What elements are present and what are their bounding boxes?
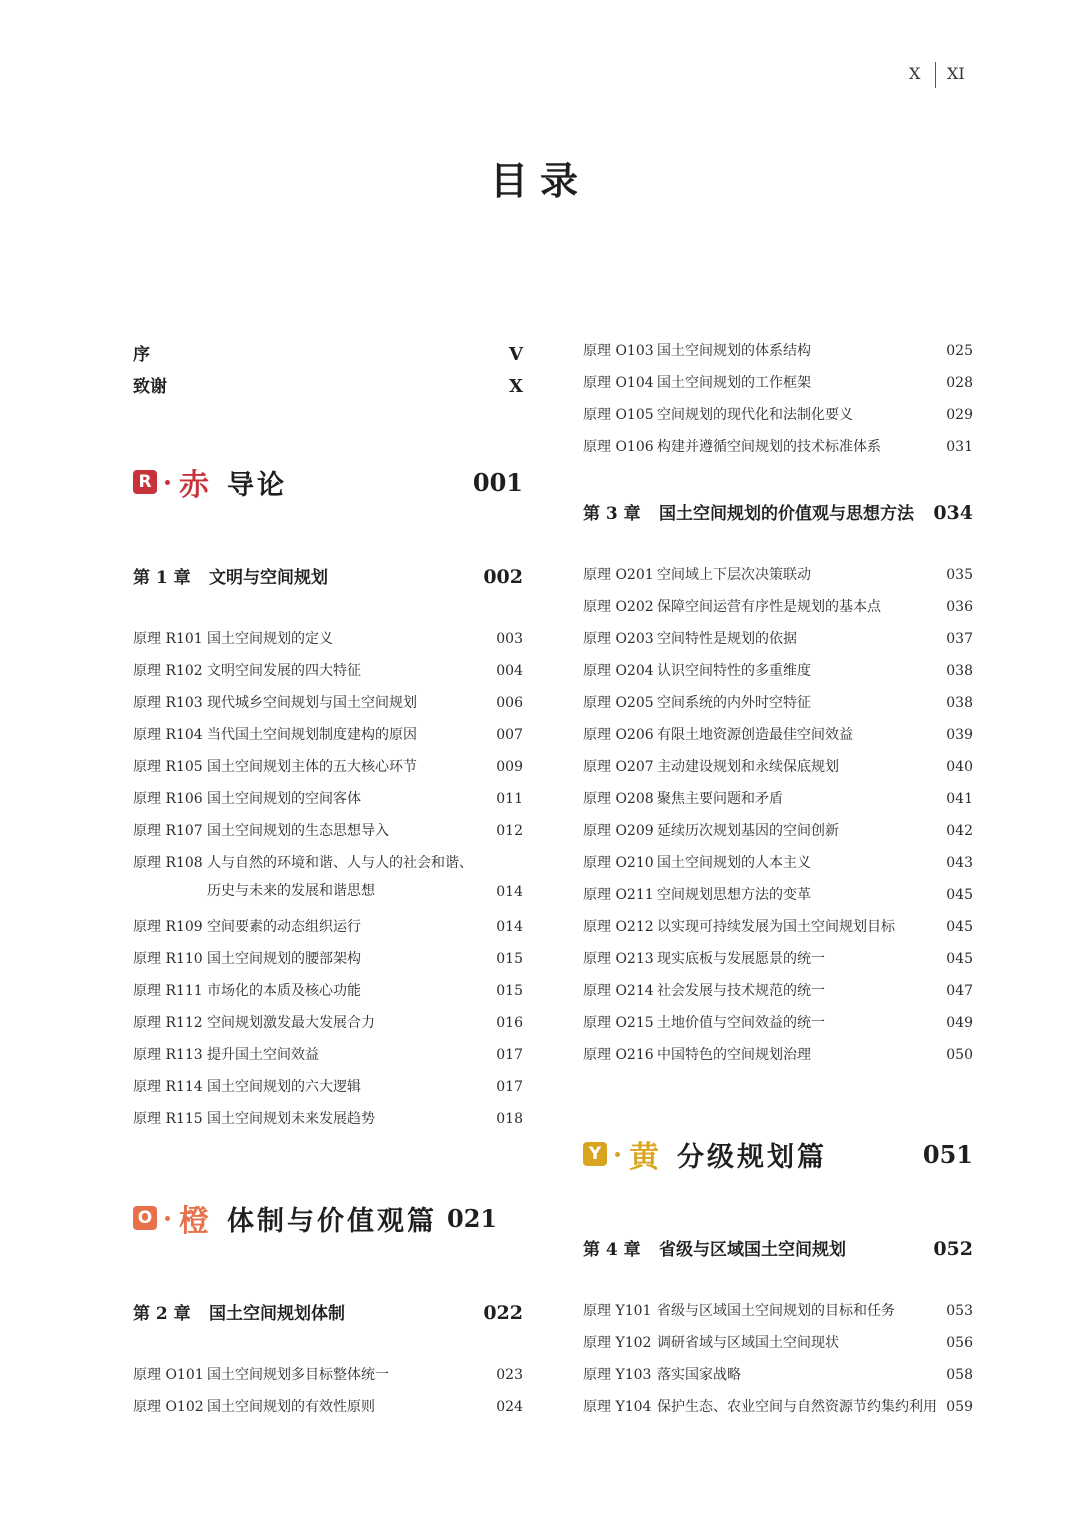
toc-entry[interactable] [133, 788, 523, 808]
entry-code: 原理 O201 [583, 567, 654, 583]
entry-page: 029 [946, 407, 973, 423]
entry-title: 空间域上下层次决策联动 [657, 567, 811, 583]
entry-page: 040 [946, 759, 973, 775]
toc-entry[interactable] [583, 1364, 973, 1384]
toc-entry[interactable] [583, 1396, 973, 1416]
entry-title: 现实底板与发展愿景的统一 [657, 951, 825, 967]
entry-title: 空间规划思想方法的变革 [657, 887, 811, 903]
toc-entry[interactable] [583, 596, 973, 616]
chapter-number: 第 4 章 [583, 1240, 641, 1260]
part-glyph: 黄 [629, 1140, 659, 1175]
entry-code: 原理 Y102 [583, 1335, 652, 1351]
entry-title: 土地价值与空间效益的统一 [657, 1015, 825, 1031]
entry-title: 空间规划激发最大发展合力 [207, 1015, 375, 1031]
entry-page: 045 [946, 951, 973, 967]
part-heading-r[interactable] [133, 460, 523, 504]
toc-left-column [133, 0, 523, 1522]
toc-entry[interactable] [583, 372, 973, 392]
toc-entry[interactable] [133, 916, 523, 936]
entry-title: 聚焦主要问题和矛盾 [657, 791, 783, 807]
entry-title: 主动建设规划和永续保底规划 [657, 759, 839, 775]
entry-title: 国土空间规划的有效性原则 [207, 1399, 375, 1415]
toc-entry[interactable] [583, 916, 973, 936]
entry-code: 原理 O205 [583, 695, 654, 711]
part-page: 051 [922, 1139, 973, 1169]
entry-code: 原理 O214 [583, 983, 654, 999]
chapter-number: 第 3 章 [583, 504, 641, 524]
entry-title: 社会发展与技术规范的统一 [657, 983, 825, 999]
entry-code: 原理 O203 [583, 631, 654, 647]
entry-code: 原理 O103 [583, 343, 654, 359]
part-heading-y[interactable] [583, 1132, 973, 1176]
entry-page: 017 [496, 1079, 523, 1095]
toc-entry[interactable] [133, 692, 523, 712]
toc-entry[interactable] [583, 820, 973, 840]
entry-title: 省级与区域国土空间规划的目标和任务 [657, 1303, 895, 1319]
toc-entry[interactable] [583, 1300, 973, 1320]
entry-code: 原理 O104 [583, 375, 654, 391]
toc-entry[interactable] [583, 852, 973, 872]
entry-code: 原理 R107 [133, 823, 203, 839]
dot-icon [615, 1152, 620, 1157]
toc-entry[interactable] [133, 980, 523, 1000]
entry-page: 017 [496, 1047, 523, 1063]
entry-page: 053 [946, 1303, 973, 1319]
entry-code: 原理 R113 [133, 1047, 203, 1063]
entry-page: 015 [496, 983, 523, 999]
entry-title: 国土空间规划的空间客体 [207, 791, 361, 807]
chapter-page: 052 [933, 1238, 973, 1260]
toc-entry[interactable] [133, 948, 523, 968]
entry-page: 047 [946, 983, 973, 999]
entry-page: 036 [946, 599, 973, 615]
chapter-number: 第 1 章 [133, 568, 191, 588]
toc-entry[interactable] [583, 948, 973, 968]
toc-entry[interactable] [133, 820, 523, 840]
entry-title: 人与自然的环境和谐、人与人的社会和谐、 [207, 855, 473, 871]
entry-title: 保障空间运营有序性是规划的基本点 [657, 599, 881, 615]
part-page: 021 [447, 1203, 498, 1233]
entry-title-continued: 历史与未来的发展和谐思想 [207, 883, 375, 899]
entry-code: 原理 O215 [583, 1015, 654, 1031]
entry-page: 043 [946, 855, 973, 871]
toc-entry[interactable] [133, 1044, 523, 1064]
toc-entry[interactable] [583, 404, 973, 424]
entry-code: 原理 O204 [583, 663, 654, 679]
entry-page: V [509, 344, 523, 365]
entry-code: 原理 R109 [133, 919, 203, 935]
entry-title: 国土空间规划未来发展趋势 [207, 1111, 375, 1127]
entry-title: 保护生态、农业空间与自然资源节约集约利用 [657, 1399, 937, 1415]
entry-title: 国土空间规划的六大逻辑 [207, 1079, 361, 1095]
toc-entry[interactable] [583, 756, 973, 776]
toc-entry[interactable] [133, 1108, 523, 1128]
entry-title: 以实现可持续发展为国土空间规划目标 [657, 919, 895, 935]
entry-code: 原理 R108 [133, 855, 203, 871]
toc-entry[interactable] [133, 660, 523, 680]
chapter-page: 002 [483, 566, 523, 588]
entry-page: 045 [946, 919, 973, 935]
toc-entry[interactable] [583, 1332, 973, 1352]
entry-code: 原理 O208 [583, 791, 654, 807]
toc-entry-preface[interactable] [133, 340, 523, 365]
entry-page: 014 [496, 919, 523, 935]
entry-title: 有限土地资源创造最佳空间效益 [657, 727, 853, 743]
entry-title: 空间要素的动态组织运行 [207, 919, 361, 935]
entry-page: 009 [496, 759, 523, 775]
part-badge: Y [583, 1142, 607, 1166]
entry-page: 006 [496, 695, 523, 711]
entry-title: 中国特色的空间规划治理 [657, 1047, 811, 1063]
entry-code: 原理 R110 [133, 951, 203, 967]
entry-page: 018 [496, 1111, 523, 1127]
entry-title: 国土空间规划的腰部架构 [207, 951, 361, 967]
toc-entry[interactable] [133, 756, 523, 776]
entry-code: 原理 O216 [583, 1047, 654, 1063]
entry-page: 031 [946, 439, 973, 455]
dot-icon [165, 1216, 170, 1221]
entry-page: 014 [496, 884, 523, 900]
entry-title: 落实国家战略 [657, 1367, 741, 1383]
entry-title: 国土空间规划多目标整体统一 [207, 1367, 389, 1383]
entry-title: 序 [133, 345, 150, 365]
entry-code: 原理 Y104 [583, 1399, 652, 1415]
entry-page: 041 [946, 791, 973, 807]
entry-code: 原理 O102 [133, 1399, 204, 1415]
entry-title: 构建并遵循空间规划的技术标准体系 [657, 439, 881, 455]
entry-page: 042 [946, 823, 973, 839]
entry-code: 原理 R103 [133, 695, 203, 711]
entry-page: 038 [946, 695, 973, 711]
entry-page: X [509, 376, 523, 397]
entry-title: 空间特性是规划的依据 [657, 631, 797, 647]
entry-code: 原理 O105 [583, 407, 654, 423]
entry-code: 原理 R105 [133, 759, 203, 775]
entry-code: 原理 R115 [133, 1111, 203, 1127]
entry-page: 035 [946, 567, 973, 583]
entry-page: 058 [946, 1367, 973, 1383]
entry-code: 原理 R106 [133, 791, 203, 807]
entry-code: 原理 O209 [583, 823, 654, 839]
entry-title: 国土空间规划的体系结构 [657, 343, 811, 359]
toc-entry[interactable] [133, 1364, 523, 1384]
entry-code: 原理 O212 [583, 919, 654, 935]
chapter-title: 国土空间规划体制 [209, 1304, 345, 1324]
entry-title: 现代城乡空间规划与国土空间规划 [207, 695, 417, 711]
entry-page: 003 [496, 631, 523, 647]
entry-page: 025 [946, 343, 973, 359]
chapter-number: 第 2 章 [133, 1304, 191, 1324]
toc-entry[interactable] [133, 852, 523, 900]
chapter-heading-4[interactable] [583, 1235, 973, 1260]
page-number-left: X [909, 64, 921, 83]
entry-code: 原理 R104 [133, 727, 203, 743]
toc-entry[interactable] [583, 628, 973, 648]
entry-code: 原理 O206 [583, 727, 654, 743]
entry-page: 049 [946, 1015, 973, 1031]
entry-title: 市场化的本质及核心功能 [207, 983, 361, 999]
toc-entry[interactable] [583, 564, 973, 584]
entry-code: 原理 Y101 [583, 1303, 652, 1319]
chapter-page: 034 [933, 502, 973, 524]
entry-code: 原理 O213 [583, 951, 654, 967]
part-name: 分级规划篇 [677, 1141, 827, 1173]
entry-title: 认识空间特性的多重维度 [657, 663, 811, 679]
entry-code: 原理 O211 [583, 887, 654, 903]
entry-page: 050 [946, 1047, 973, 1063]
entry-title: 国土空间规划的人本主义 [657, 855, 811, 871]
page-title: 目录 [489, 158, 590, 203]
entry-page: 007 [496, 727, 523, 743]
entry-page: 028 [946, 375, 973, 391]
toc-entry[interactable] [583, 340, 973, 360]
part-name: 体制与价值观篇 [227, 1205, 437, 1237]
entry-code: 原理 O207 [583, 759, 654, 775]
entry-title: 提升国土空间效益 [207, 1047, 319, 1063]
entry-code: 原理 R102 [133, 663, 203, 679]
chapter-title: 省级与区域国土空间规划 [659, 1240, 846, 1260]
entry-title: 延续历次规划基因的空间创新 [657, 823, 839, 839]
entry-title: 国土空间规划的工作框架 [657, 375, 811, 391]
chapter-page: 022 [483, 1302, 523, 1324]
part-page: 001 [472, 467, 523, 497]
entry-page: 056 [946, 1335, 973, 1351]
toc-entry[interactable] [133, 1076, 523, 1096]
entry-page: 039 [946, 727, 973, 743]
entry-title: 致谢 [133, 377, 167, 397]
entry-page: 004 [496, 663, 523, 679]
toc-entry[interactable] [583, 724, 973, 744]
entry-title: 空间系统的内外时空特征 [657, 695, 811, 711]
toc-entry[interactable] [583, 1044, 973, 1064]
entry-title: 文明空间发展的四大特征 [207, 663, 361, 679]
part-badge: R [133, 470, 157, 494]
part-heading-o[interactable] [133, 1196, 523, 1240]
entry-page: 059 [946, 1399, 973, 1415]
entry-page: 016 [496, 1015, 523, 1031]
part-badge: O [133, 1206, 157, 1230]
page-number-right: XI [947, 64, 965, 83]
toc-entry[interactable] [583, 692, 973, 712]
toc-entry[interactable] [133, 724, 523, 744]
chapter-title: 国土空间规划的价值观与思想方法 [659, 504, 914, 524]
entry-code: 原理 R101 [133, 631, 203, 647]
entry-page: 012 [496, 823, 523, 839]
entry-title: 调研省域与区域国土空间现状 [657, 1335, 839, 1351]
entry-code: 原理 Y103 [583, 1367, 652, 1383]
entry-code: 原理 R114 [133, 1079, 203, 1095]
toc-entry[interactable] [583, 436, 973, 456]
toc-entry[interactable] [133, 628, 523, 648]
toc-entry[interactable] [583, 660, 973, 680]
entry-title: 国土空间规划主体的五大核心环节 [207, 759, 417, 775]
entry-page: 015 [496, 951, 523, 967]
part-glyph: 赤 [179, 468, 209, 503]
toc-entry[interactable] [133, 1012, 523, 1032]
entry-code: 原理 R111 [133, 983, 203, 999]
entry-title: 当代国土空间规划制度建构的原因 [207, 727, 417, 743]
entry-title: 空间规划的现代化和法制化要义 [657, 407, 853, 423]
dot-icon [165, 480, 170, 485]
entry-page: 038 [946, 663, 973, 679]
chapter-heading-1[interactable] [133, 563, 523, 588]
toc-entry[interactable] [583, 884, 973, 904]
entry-code: 原理 O101 [133, 1367, 204, 1383]
toc-entry[interactable] [583, 980, 973, 1000]
entry-code: 原理 R112 [133, 1015, 203, 1031]
chapter-title: 文明与空间规划 [209, 568, 328, 588]
entry-page: 011 [496, 791, 523, 807]
entry-title: 国土空间规划的生态思想导入 [207, 823, 389, 839]
chapter-heading-2[interactable] [133, 1299, 523, 1324]
toc-entry-acknowledgements[interactable] [133, 372, 523, 397]
entry-page: 024 [496, 1399, 523, 1415]
toc-entry[interactable] [583, 788, 973, 808]
part-glyph: 橙 [179, 1204, 209, 1239]
entry-code: 原理 O106 [583, 439, 654, 455]
entry-page: 023 [496, 1367, 523, 1383]
entry-page: 037 [946, 631, 973, 647]
entry-page: 045 [946, 887, 973, 903]
part-name: 导论 [227, 469, 287, 501]
toc-entry[interactable] [583, 1012, 973, 1032]
toc-right-column [583, 0, 973, 1522]
entry-code: 原理 O202 [583, 599, 654, 615]
entry-title: 国土空间规划的定义 [207, 631, 333, 647]
toc-entry[interactable] [133, 1396, 523, 1416]
chapter-heading-3[interactable] [583, 499, 973, 524]
entry-code: 原理 O210 [583, 855, 654, 871]
